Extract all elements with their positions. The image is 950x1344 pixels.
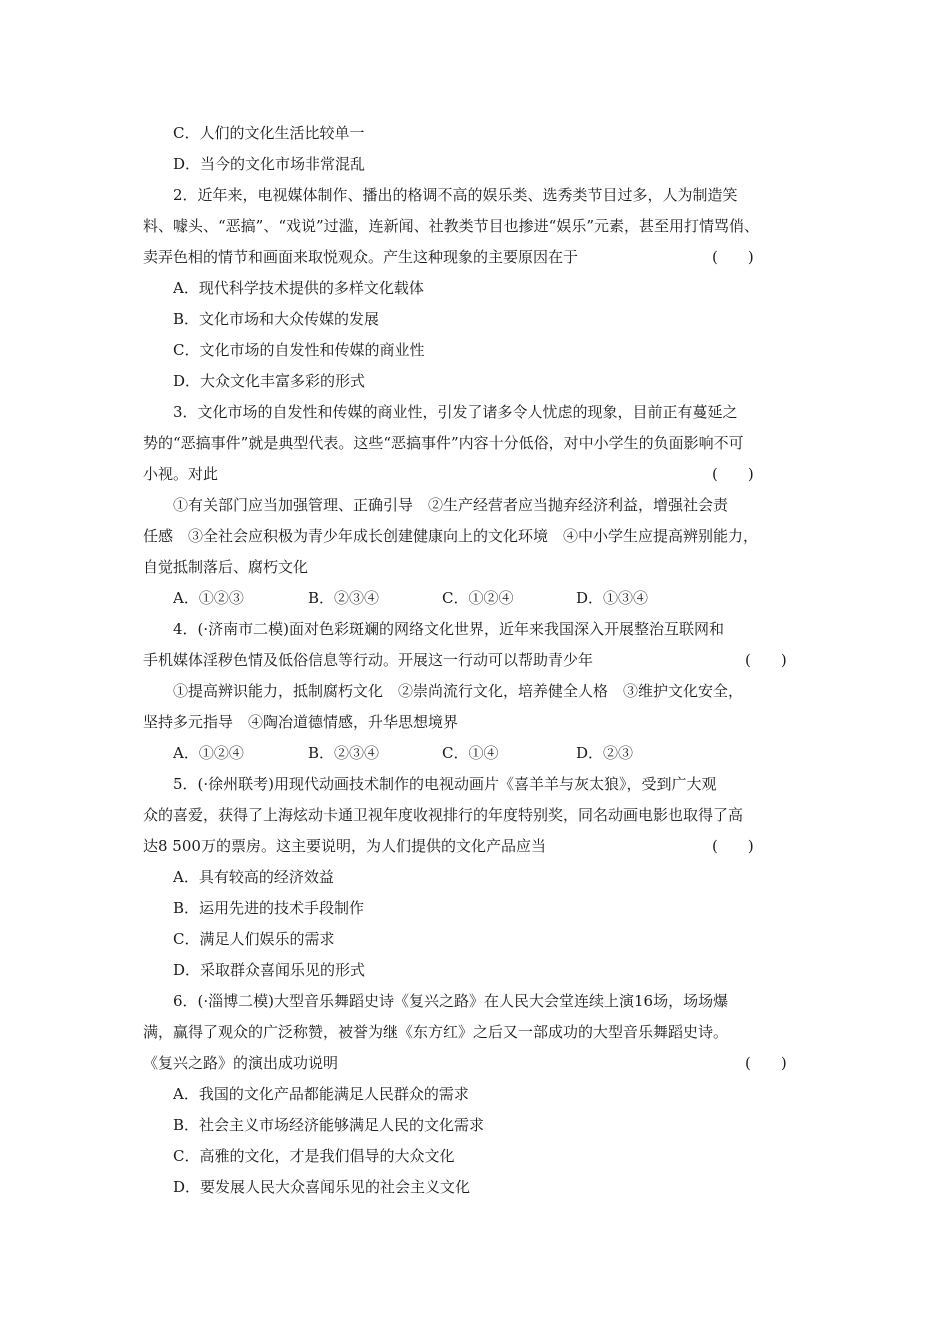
q4-option-c: C．①④ [442, 744, 499, 762]
q6-answer-blank: ( ) [745, 1054, 787, 1072]
q6-stem-line-1: 6．(·淄博二模)大型音乐舞蹈史诗《复兴之路》在人民大会堂连续上演16场，场场爆 [173, 992, 729, 1010]
q1-option-d: D．当今的文化市场非常混乱 [173, 155, 366, 173]
q5-option-b: B．运用先进的技术手段制作 [173, 899, 365, 917]
q4-answer-blank: ( ) [745, 651, 787, 669]
q2-stem-line-1: 2．近年来，电视媒体制作、播出的格调不高的娱乐类、选秀类节目过多，人为制造笑 [173, 186, 738, 204]
q4-statements-line-2: 坚持多元指导 ④陶冶道德情感，升华思想境界 [143, 713, 459, 731]
q2-option-a: A．现代科学技术提供的多样文化载体 [173, 279, 424, 297]
q2-stem-line-3: 卖弄色相的情节和画面来取悦观众。产生这种现象的主要原因在于 [143, 248, 579, 266]
q3-stem-line-1: 3．文化市场的自发性和传媒的商业性，引发了诸多令人忧虑的现象，目前正有蔓延之 [173, 403, 738, 421]
q3-stem-line-3: 小视。对此 [143, 465, 219, 483]
q6-option-b: B．社会主义市场经济能够满足人民的文化需求 [173, 1116, 485, 1134]
q5-stem-line-1: 5．(·徐州联考)用现代动画技术制作的电视动画片《喜羊羊与灰太狼》，受到广大观 [173, 775, 717, 793]
q5-answer-blank: ( ) [712, 837, 754, 855]
q2-option-b: B．文化市场和大众传媒的发展 [173, 310, 380, 328]
q3-stem-line-2: 势的“恶搞事件”就是典型代表。这些“恶搞事件”内容十分低俗，对中小学生的负面影响不可 [143, 434, 744, 452]
q3-option-b: B．②③④ [308, 589, 380, 607]
q3-option-a: A．①②③ [173, 589, 244, 607]
q1-option-c: C．人们的文化生活比较单一 [173, 124, 365, 142]
q2-option-d: D．大众文化丰富多彩的形式 [173, 372, 366, 390]
q5-option-c: C．满足人们娱乐的需求 [173, 930, 335, 948]
q6-stem-line-2: 满，赢得了观众的广泛称赞，被誉为继《东方红》之后又一部成功的大型音乐舞蹈史诗。 [143, 1023, 729, 1041]
q6-option-c: C．高雅的文化，才是我们倡导的大众文化 [173, 1147, 455, 1165]
q3-option-d: D．①③④ [576, 589, 649, 607]
q2-stem-line-2: 料、噱头、“恶搞”、“戏说”过滥，连新闻、社教类节目也掺进“娱乐”元素，甚至用打情骂俏、 [143, 217, 760, 235]
q6-option-a: A．我国的文化产品都能满足人民群众的需求 [173, 1085, 469, 1103]
q3-statements-line-1: ①有关部门应当加强管理、正确引导 ②生产经营者应当抛弃经济利益，增强社会责 [173, 496, 729, 514]
q2-option-c: C．文化市场的自发性和传媒的商业性 [173, 341, 425, 359]
q4-statements-line-1: ①提高辨识能力，抵制腐朽文化 ②崇尚流行文化，培养健全人格 ③维护文化安全， [173, 682, 744, 700]
q3-statements-line-3: 自觉抵制落后、腐朽文化 [143, 558, 309, 576]
q6-option-d: D．要发展人民大众喜闻乐见的社会主义文化 [173, 1178, 471, 1196]
q3-options [173, 588, 673, 608]
q3-statements-line-2: 任感 ③全社会应积极为青少年成长创建健康向上的文化环境 ④中小学生应提高辨别能力， [143, 527, 759, 545]
q5-option-d: D．采取群众喜闻乐见的形式 [173, 961, 366, 979]
q5-stem-line-2: 众的喜爱，获得了上海炫动卡通卫视年度收视排行的年度特别奖，同名动画电影也取得了高 [143, 806, 744, 824]
q4-option-a: A．①②④ [173, 744, 244, 762]
q4-option-b: B．②③④ [308, 744, 380, 762]
q2-answer-blank: ( ) [712, 248, 754, 266]
q4-stem-line-2: 手机媒体淫秽色情及低俗信息等行动。开展这一行动可以帮助青少年 [143, 651, 594, 669]
q3-answer-blank: ( ) [712, 465, 754, 483]
q5-stem-line-3: 达8 500万的票房。这主要说明，为人们提供的文化产品应当 [143, 837, 546, 855]
q4-options [173, 743, 673, 763]
q3-option-c: C．①②④ [442, 589, 514, 607]
q6-stem-line-3: 《复兴之路》的演出成功说明 [143, 1054, 339, 1072]
q4-stem-line-1: 4．(·济南市二模)面对色彩斑斓的网络文化世界，近年来我国深入开展整治互联网和 [173, 620, 725, 638]
q5-option-a: A．具有较高的经济效益 [173, 868, 334, 886]
q4-option-d: D．②③ [576, 744, 634, 762]
